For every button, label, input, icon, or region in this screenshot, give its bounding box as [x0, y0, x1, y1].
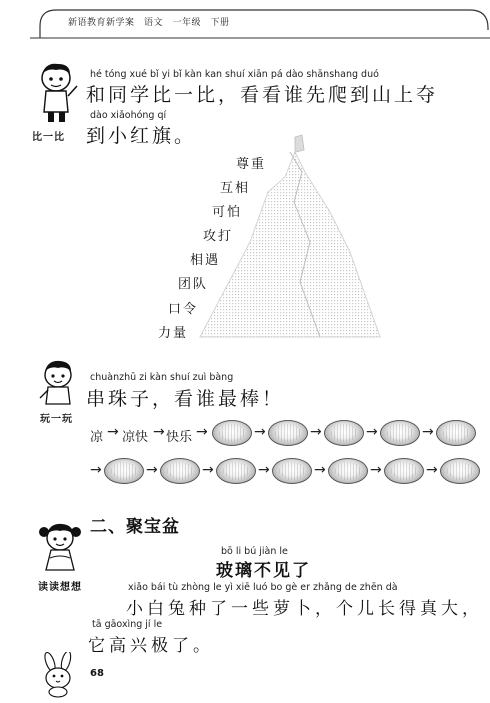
bead-2-4[interactable] — [272, 458, 312, 484]
bead-2-1[interactable] — [104, 458, 144, 484]
arrow-r2-6: → — [426, 462, 438, 478]
bead-2-6[interactable] — [384, 458, 424, 484]
girl-cartoon-icon — [36, 520, 84, 576]
compare-text-line2: 到小红旗。 — [86, 125, 197, 147]
mountain-word-8: 力量 — [158, 326, 189, 341]
bead-1-7[interactable] — [380, 420, 420, 446]
arrow-5: → — [310, 424, 322, 440]
bead-2-2[interactable] — [160, 458, 200, 484]
arrow-2: → — [153, 424, 165, 440]
bead-1-6[interactable] — [324, 420, 364, 446]
poem-line2-pinyin: tā gāoxìng jí le — [92, 619, 163, 630]
poem-line1-text: 小白兔种了一些萝卜，个儿长得真大， — [126, 599, 483, 619]
poem-title-pinyin: bō li bú jiàn le — [221, 546, 288, 557]
arrow-3: → — [196, 424, 208, 440]
boy-cartoon-icon — [30, 60, 82, 128]
arrow-7: → — [422, 424, 434, 440]
section-title: 二、聚宝盆 — [90, 517, 180, 537]
arrow-r2-4: → — [314, 462, 326, 478]
bead-1-4[interactable] — [212, 420, 252, 446]
bead-word-2: 凉快 — [122, 430, 149, 445]
arrow-6: → — [366, 424, 378, 440]
compare-pinyin-line2: dào xiǎohóng qí — [90, 110, 167, 121]
play-mark: 玩一玩 — [40, 414, 73, 425]
arrow-r2-0: → — [90, 462, 102, 478]
bead-2-3[interactable] — [216, 458, 256, 484]
mountain-word-2: 互相 — [220, 181, 251, 196]
mountain-word-6: 团队 — [178, 277, 209, 292]
compare-text-line1: 和同学比一比，看看谁先爬到山上夺 — [86, 84, 439, 106]
mountain-word-4: 攻打 — [203, 229, 234, 244]
bead-2-5[interactable] — [328, 458, 368, 484]
mountain-word-1: 尊重 — [236, 157, 267, 172]
arrow-4: → — [254, 424, 266, 440]
bead-word-3: 快乐 — [166, 430, 193, 445]
bead-2-7[interactable] — [440, 458, 480, 484]
rabbit-cartoon-icon — [36, 652, 86, 698]
compare-pinyin-line1: hé tóng xué bǐ yi bǐ kàn kan shuí xiān pá dào shānshang duó — [90, 69, 379, 80]
header-text: 新语教育新学案 语文 一年级 下册 — [68, 18, 230, 28]
poem-title: 玻璃不见了 — [216, 561, 311, 581]
bead-1-8[interactable] — [436, 420, 476, 446]
mountain-word-5: 相遇 — [190, 253, 221, 268]
arrow-r2-5: → — [370, 462, 382, 478]
mountain-word-7: 口令 — [168, 302, 199, 317]
read-think-mark: 读读想想 — [38, 582, 82, 593]
bead-word-1: 凉 — [90, 430, 104, 445]
arrow-r2-1: → — [146, 462, 158, 478]
page-number: 68 — [90, 668, 104, 679]
bead-1-5[interactable] — [268, 420, 308, 446]
compare-mark: 比一比 — [32, 132, 65, 143]
arrow-r2-2: → — [202, 462, 214, 478]
play-title: 串珠子，看谁最棒！ — [86, 388, 285, 410]
poem-line2-text: 它高兴极了。 — [88, 636, 214, 656]
arrow-r2-3: → — [258, 462, 270, 478]
mountain-word-3: 可怕 — [212, 205, 243, 220]
poem-line1-pinyin: xiǎo bái tù zhòng le yì xiē luó bo gè er zhǎng de zhēn dà — [128, 582, 398, 593]
arrow-1: → — [107, 424, 119, 440]
page-header — [0, 0, 490, 40]
child-cartoon-icon — [34, 358, 82, 408]
play-pinyin: chuànzhū zi kàn shuí zuì bàng — [90, 372, 234, 383]
